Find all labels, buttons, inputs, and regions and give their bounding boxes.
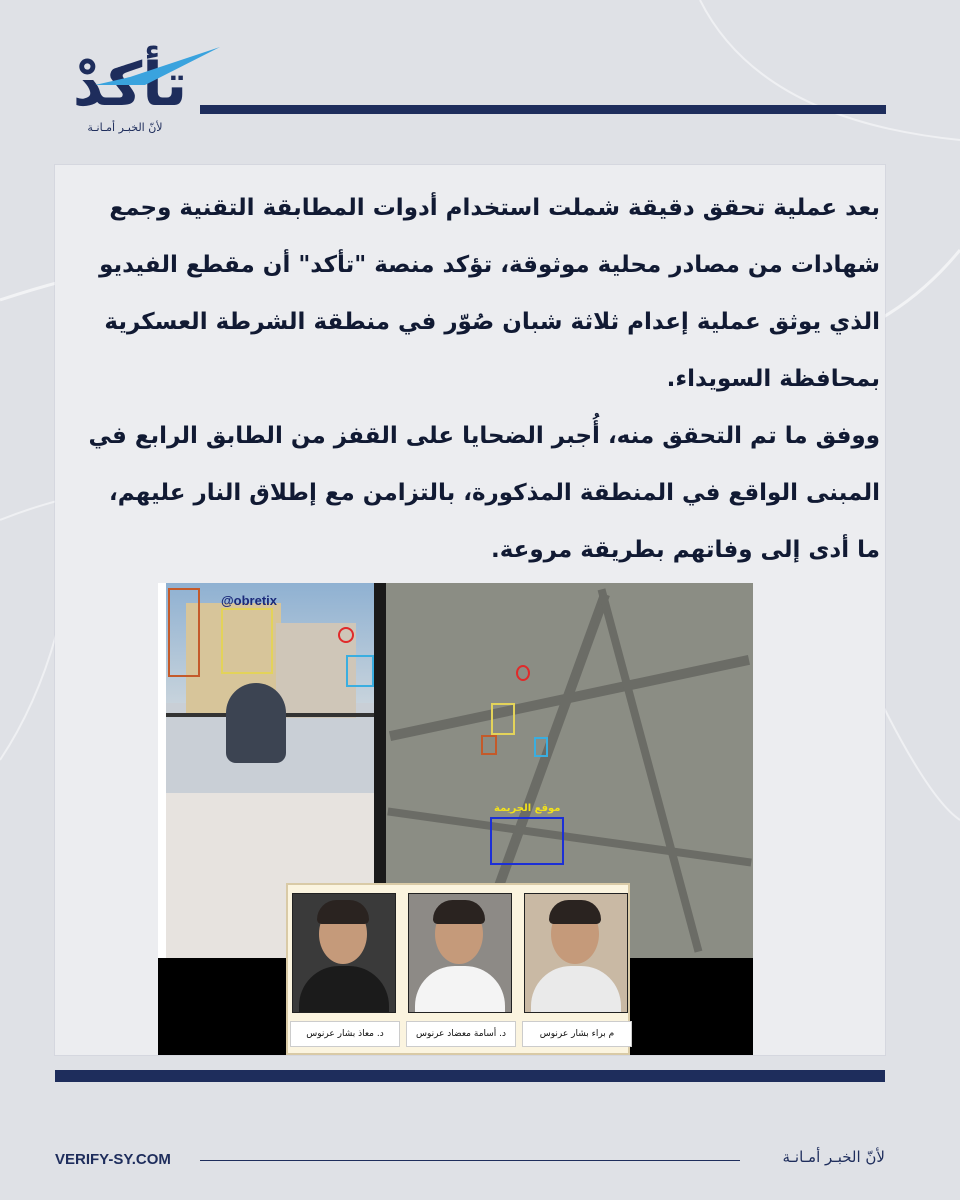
victim-photo — [408, 893, 512, 1013]
marker-box-yellow — [221, 608, 273, 674]
map-marker-blue — [534, 737, 548, 757]
map-marker-red — [516, 665, 530, 681]
victim-caption: د. أسامة معضاد عرنوس — [406, 1021, 516, 1047]
marker-circle-red — [338, 627, 354, 643]
evidence-composite — [158, 583, 753, 1055]
victim-photo — [524, 893, 628, 1013]
victim-photo — [292, 893, 396, 1013]
victims-panel — [286, 883, 630, 1055]
article-paragraph-1: بعد عملية تحقق دقيقة شملت استخدام أدوات المطابقة التقنية وجمع شهادات من مصادر محلية موثوقة، تؤكد منصة "تأكد" أن مقطع الفيديو الذي يوثق عملية إعدام ثلاثة شبان صُوّر في منطقة الشرطة العسكرية بمحافظة السويداء. — [99, 195, 880, 392]
crime-site-box — [490, 817, 564, 865]
website-link[interactable]: VERIFY-SY.COM — [55, 1151, 171, 1168]
marker-box-orange — [168, 588, 200, 677]
victim-caption: د. معاذ بشار عرنوس — [290, 1021, 400, 1047]
header-divider — [200, 105, 886, 114]
map-marker-orange — [481, 735, 497, 755]
footer-divider — [55, 1070, 885, 1082]
footer-rule — [200, 1160, 740, 1161]
logo-wordmark: تأكدْ — [72, 50, 188, 120]
logo-tagline: لأنّ الخبـر أمـانـة — [87, 121, 163, 134]
video-source-handle: @obretix — [221, 593, 278, 608]
map-marker-yellow — [491, 703, 515, 735]
person-figure — [226, 683, 286, 763]
brand-logo — [55, 45, 205, 140]
article-paragraph-2: ووفق ما تم التحقق منه، أُجبر الضحايا على القفز من الطابق الرابع في المبنى الواقع في المنطقة المذكورة، بالتزامن مع إطلاق النار عليهم، ما أدى إلى وفاتهم بطريقة مروعة. — [88, 423, 880, 563]
marker-box-blue — [346, 655, 374, 687]
victim-caption: م براء بشار عرنوس — [522, 1021, 632, 1047]
article-body — [80, 180, 880, 579]
footer-tagline: لأنّ الخبـر أمـانـة — [782, 1148, 885, 1166]
checkmark-icon — [85, 45, 225, 105]
crime-site-label: موقع الجريمة — [494, 803, 561, 814]
